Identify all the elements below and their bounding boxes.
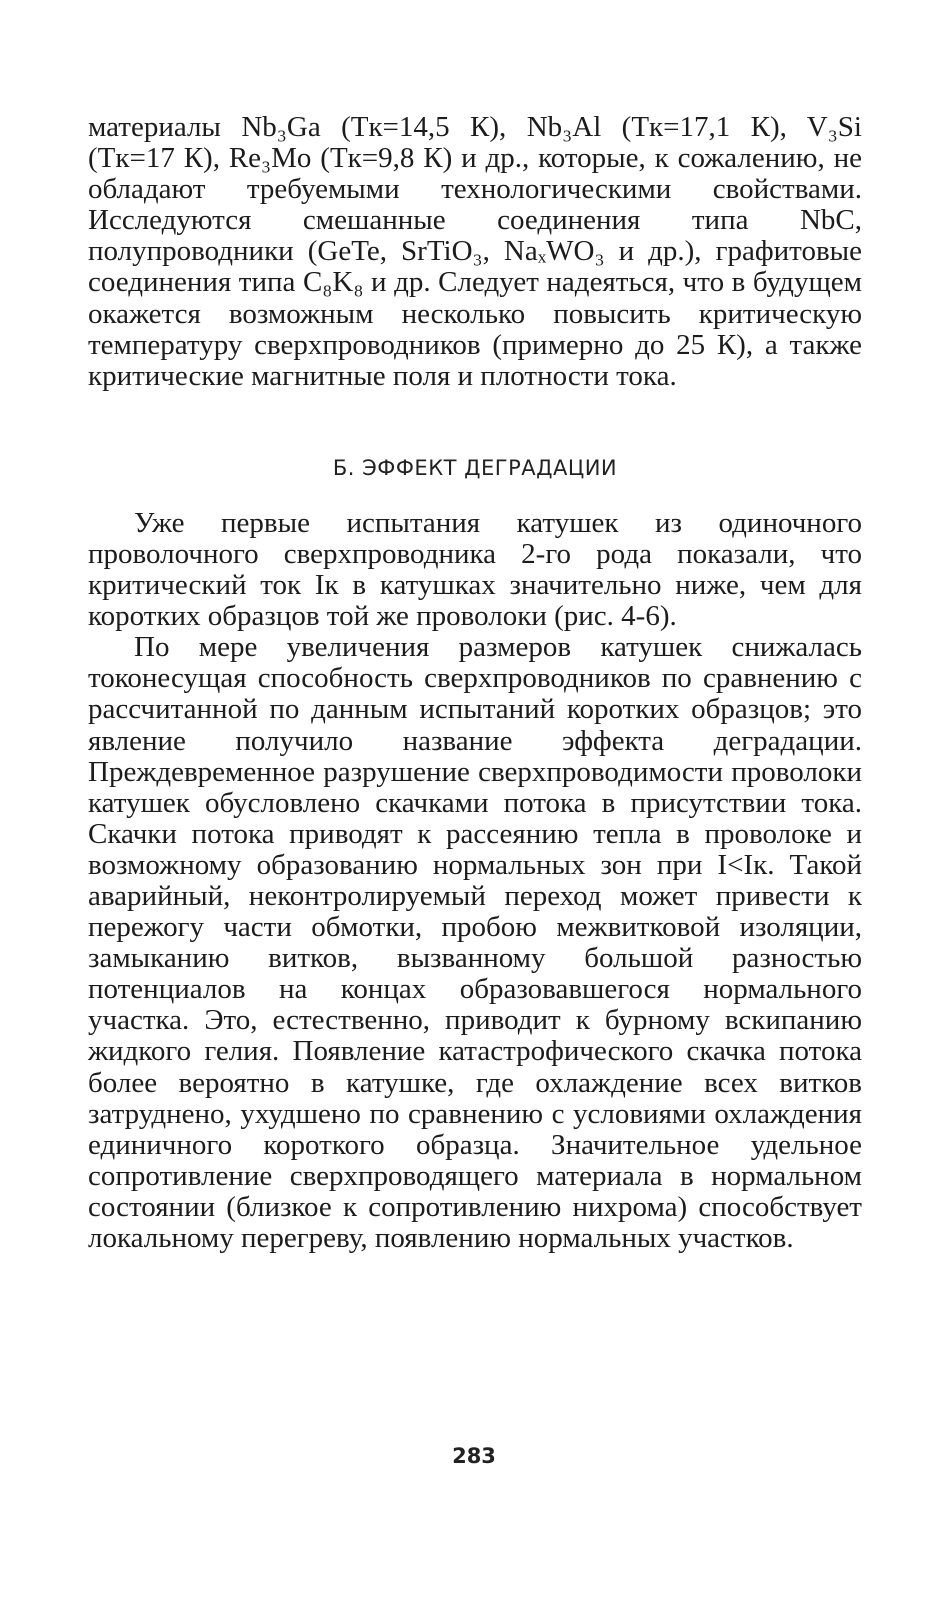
paragraph-1: Уже первые испытания катушек из одиночного проволочного сверхпроводника 2-го рода показали, что критический ток Iк в катушках значительно ниже, чем для коротких образцов той же проволоки (рис. 4-6). [88, 506, 862, 633]
paragraph-2: По мере увеличения размеров катушек снижалась токонесущая способность сверхпроводников по сравнению с рассчитанной по данным испытаний коротких образцов; это явление получило название эффекта деградации. Преждевременное разрушение сверхпроводимости проволоки катушек обусловлено скачками потока в присутствии тока. Скачки потока приводят к рассеянию тепла в проволоке и возможному образованию нормальных зон при I<Iк. Такой аварийный, неконтролируемый переход может привести к пережогу части обмотки, пробою межвитковой изоляции, замыканию витков, вызванному большой разностью потенциалов на концах образовавшегося нормального участка. Это, естественно, приводит к бурному вскипанию жидкого гелия. Появление катастрофического скачка потока более вероятно в катушке, где охлаждение всех витков затруднено, ухудшено по сравнению с условиями охлаждения единичного короткого образца. Значительное удельное сопротивление сверхпроводящего материала в нормальном состоянии (близкое к сопротивлению нихрома) способствует локальному перегреву, появлению нормальных участков. [88, 631, 862, 1254]
section-heading: Б. ЭФФЕКТ ДЕГРАДАЦИИ [332, 455, 618, 480]
paragraph-top: материалы Nb₃Ga (Tк=14,5 К), Nb₃Al (Tк=17,1 К), V₃Si (Tк=17 К), Re₃Mo (Tк=9,8 К) и др., которые, к сожалению, не обладают требуемыми технологическими свойствами. Исследуются смешанные соединения типа NbC, полупроводники (GeTe, SrTiO₃, NaₓWO₃ и др.), графитовые соединения типа C₈K₈ и др. Следует надеяться, что в будущем окажется возможным несколько повысить критическую температуру сверхпроводников (примерно до 25 К), а также критические магнитные поля и плотности тока. [88, 111, 862, 392]
page-content [88, 112, 862, 1254]
page-number: 283 [452, 1444, 496, 1468]
